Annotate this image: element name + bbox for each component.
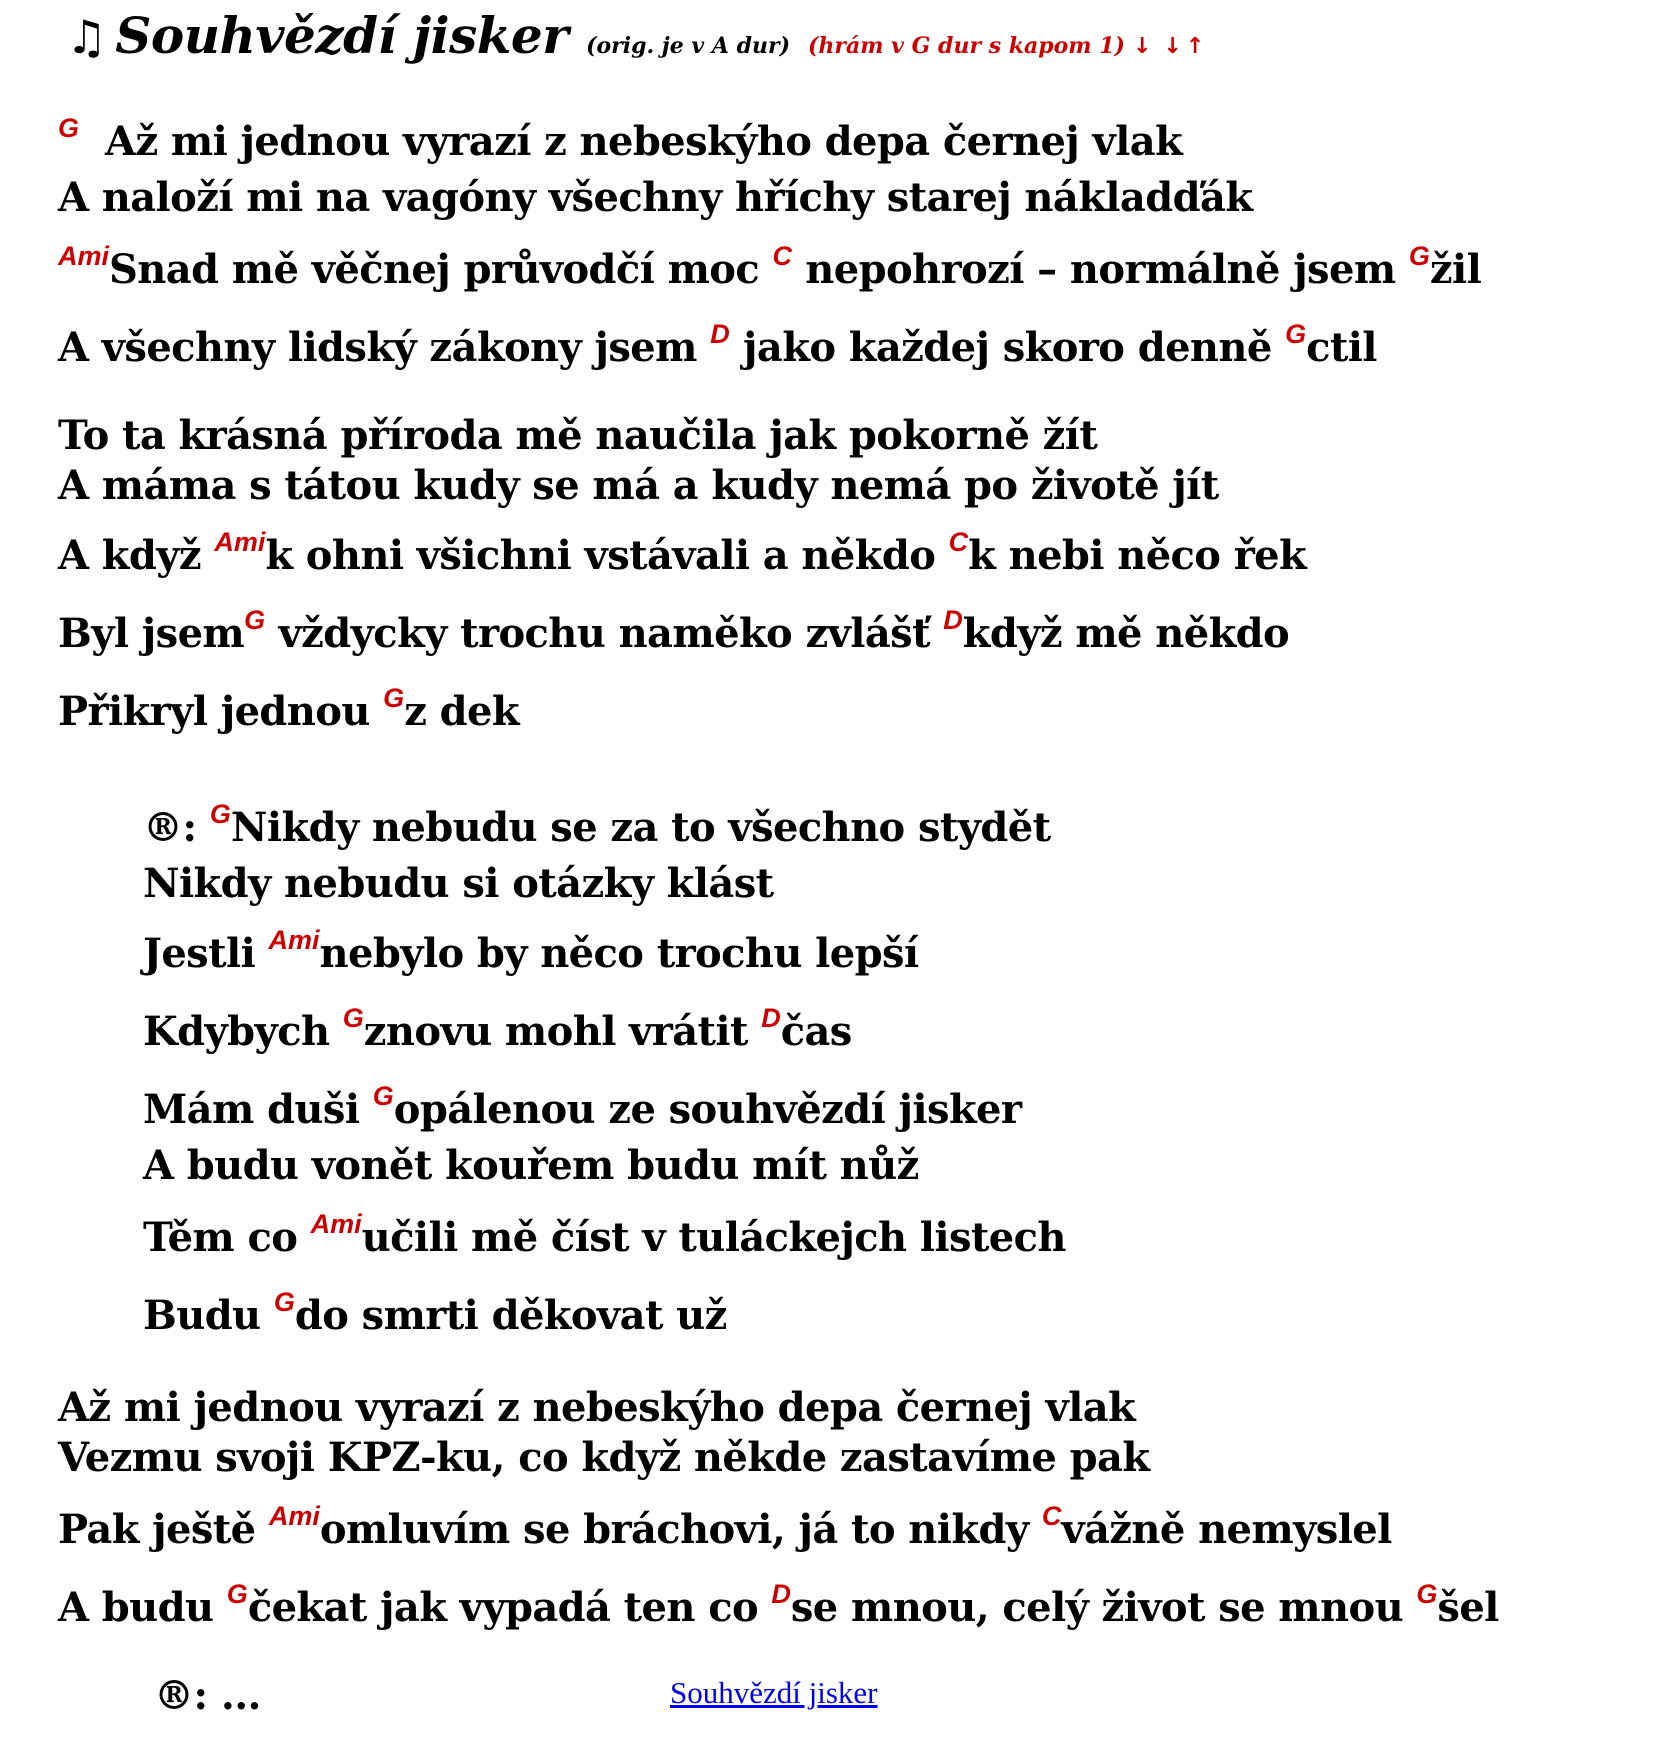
lyric-text: A budu vonět kouřem budu mít nůž [143,1142,919,1189]
chord: Ami [268,1501,320,1531]
lyric-text: A budu [58,1584,227,1631]
chorus-line7 [143,1209,1066,1261]
chord: G [226,1579,248,1609]
chorus-line8 [143,1287,727,1339]
lyric-text: To ta krásná příroda mě naučila jak pokorně žít [58,412,1098,459]
chord: D [771,1579,791,1609]
lyric-text: učili mě číst v tuláckejch listech [361,1214,1066,1261]
chord: G [58,113,80,143]
chord: G [1285,319,1307,349]
lyric-text: nebylo by něco trochu lepší [319,930,919,977]
capo-note: (hrám v G dur s kapom 1) [807,33,1125,59]
lyric-text: jako každej skoro denně [743,324,1286,371]
repeat-chorus-text: ®: ... [154,1672,261,1719]
verse3-line1 [58,1384,1136,1431]
lyric-text: čekat jak vypadá ten co [247,1584,772,1631]
lyric-text: Přikryl jednou [58,688,384,735]
chorus-line6 [143,1142,919,1189]
chorus-line2 [143,860,774,907]
song-title-link[interactable]: Souhvězdí jisker [670,1675,878,1710]
verse1-line3 [58,241,1482,293]
chord: Ami [310,1209,362,1239]
verse2-line5 [58,683,519,735]
verse3-line4 [58,1579,1499,1631]
chord: G [1408,241,1430,271]
song-title: Souhvězdí jisker [115,6,569,65]
lyric-text: ctil [1306,324,1377,371]
lyric-text: Mám duši [143,1086,373,1133]
lyric-text: Vezmu svoji KPZ-ku, co když někde zastavíme pak [58,1434,1150,1481]
lyric-text: Těm co [143,1214,311,1261]
chord: Ami [214,527,266,557]
verse1-line2 [58,174,1253,221]
verse1-line1 [58,113,1183,165]
verse3-line3 [58,1501,1392,1553]
chord: C [948,527,969,557]
lyric-text: když mě někdo [962,610,1290,657]
lyric-text: Nikdy nebudu se za to všechno stydět [230,804,1051,851]
chord: G [273,1287,295,1317]
lyric-text: A všechny lidský zákony jsem [58,324,711,371]
lyric-text: Jestli [143,930,269,977]
verse2-line3 [58,527,1307,579]
lyric-text: Kdybych [143,1008,343,1055]
transpose-up-down-icon[interactable]: ↓↑ [1163,34,1209,59]
lyric-text: z dek [404,688,519,735]
lyric-text: k nebi něco řek [968,532,1307,579]
chord: D [761,1003,781,1033]
chorus-line5 [143,1081,1022,1133]
lyric-text: se mnou, celý život se mnou [790,1584,1417,1631]
lyric-text: Byl jsem [58,610,245,657]
chord: D [710,319,730,349]
repeat-chorus [154,1672,261,1719]
chord: G [383,683,405,713]
lyric-text: Pak ještě [58,1506,269,1553]
lyric-text: Snad mě věčnej průvodčí moc [109,246,773,293]
lyric-text: čas [780,1008,852,1055]
lyric-text: Až mi jednou vyrazí z nebeskýho depa černej vlak [58,1384,1136,1431]
chord: Ami [58,241,110,271]
chorus-line4 [143,1003,852,1055]
lyric-text: vážně nemyslel [1061,1506,1392,1553]
lyric-text: vždycky trochu naměko zvlášť [278,610,944,657]
lyric-text: opálenou ze souhvězdí jisker [393,1086,1022,1133]
original-key-note: (orig. je v A dur) [586,33,790,59]
lyric-text: do smrti děkovat už [294,1292,727,1339]
lyric-text: k ohni všichni vstávali a někdo [265,532,949,579]
chord: D [943,605,963,635]
chord: G [209,799,231,829]
lyric-text: Až mi jednou vyrazí z nebeskýho depa černej vlak [105,118,1183,165]
lyric-text: nepohrozí – normálně jsem [805,246,1409,293]
verse2-line4 [58,605,1290,657]
lyric-text: A když [58,532,215,579]
chorus-line1 [143,799,1051,851]
music-note-icon: ♫ [66,10,108,64]
chord: G [244,605,266,635]
chord: G [342,1003,364,1033]
lyric-text: Nikdy nebudu si otázky klást [143,860,774,907]
chorus-marker: ®: [143,804,210,851]
transpose-down-icon[interactable]: ↓ [1132,34,1156,59]
verse3-line2 [58,1434,1150,1481]
lyric-text: znovu mohl vrátit [363,1008,762,1055]
verse1-line4 [58,319,1377,371]
lyric-text: A naloží mi na vagóny všechny hříchy starej nákladďák [58,174,1253,221]
lyric-text: žil [1429,246,1482,293]
chord: Ami [268,925,320,955]
verse2-line1 [58,412,1098,459]
chord: C [1041,1501,1062,1531]
lyric-text: omluvím se bráchovi, já to nikdy [319,1506,1042,1553]
lyric-text: A máma s tátou kudy se má a kudy nemá po životě jít [58,462,1219,509]
verse2-line2 [58,462,1219,509]
chord: G [1416,1579,1438,1609]
chord: G [372,1081,394,1111]
chord: C [772,241,792,271]
song-header [66,6,1208,65]
chorus-line3 [143,925,919,977]
lyric-text: Budu [143,1292,274,1339]
lyric-text: šel [1437,1584,1499,1631]
